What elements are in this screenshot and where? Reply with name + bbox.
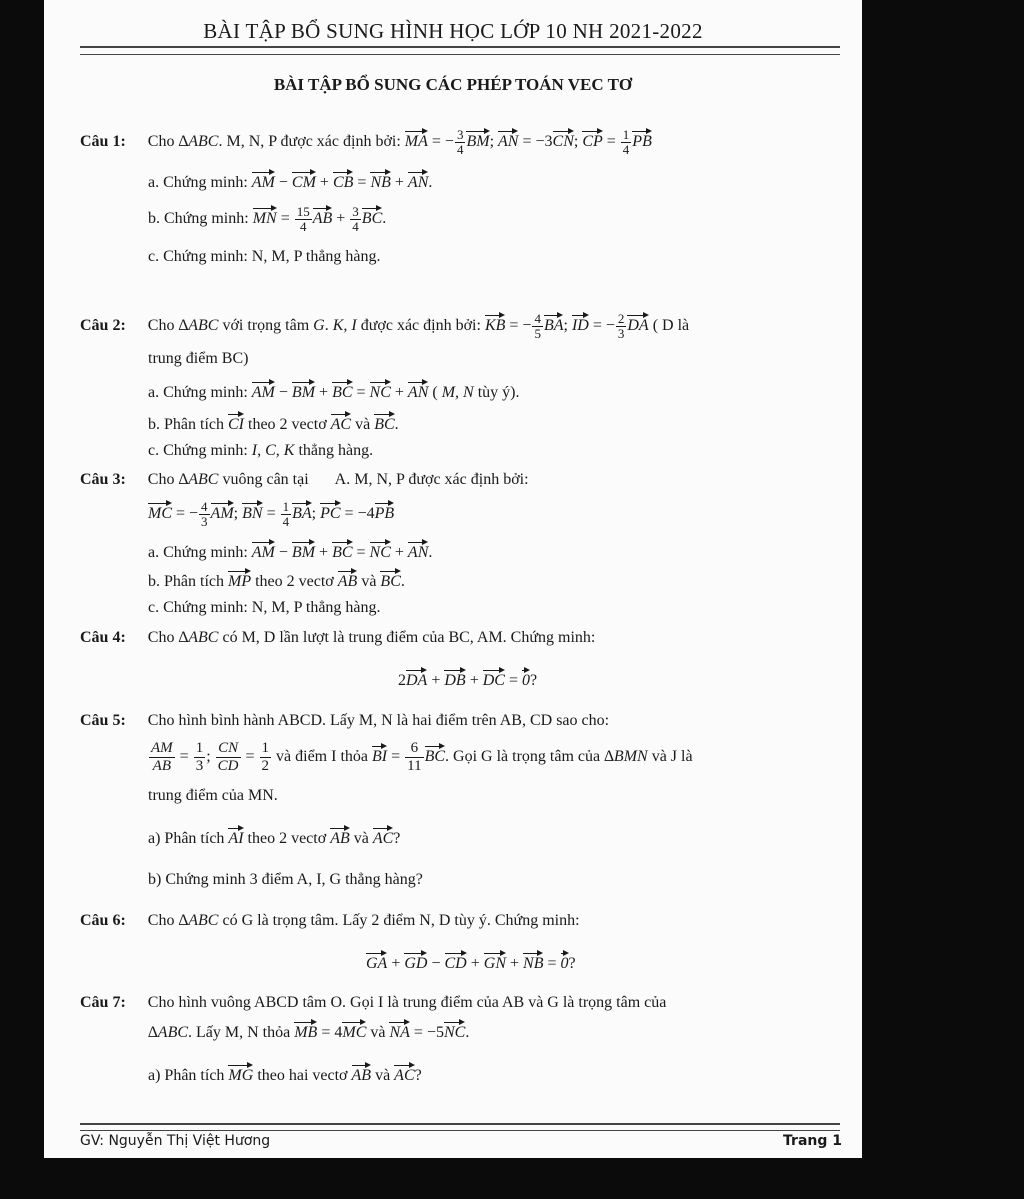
footer-author: GV: Nguyễn Thị Việt Hương <box>80 1133 271 1149</box>
question-1a: a. Chứng minh: AM − CM + CB = NB + AN. <box>148 170 432 193</box>
page-title: BÀI TẬP BỔ SUNG HÌNH HỌC LỚP 10 NH 2021-2022 <box>203 19 703 43</box>
question-6: Câu 6: Cho ∆ABC có G là trọng tâm. Lấy 2 điểm N, D tùy ý. Chứng minh: <box>80 912 580 929</box>
question-2: Câu 2: Cho ∆ABC với trọng tâm G. K, I được xác định bởi: KB = − $\frac{4}{5}$ BA; ID = − $\frac{2}{3}$ DA ( D là <box>80 311 690 341</box>
question-3a: a. Chứng minh: AM − BM + BC = NC + AN. <box>148 540 432 563</box>
question-label: Câu 7: <box>80 994 126 1011</box>
question-7a: a) Phân tích MG theo hai vectơ AB và AC? <box>148 1063 422 1086</box>
question-label: Câu 6: <box>80 912 126 929</box>
header-rule <box>80 46 840 55</box>
question-6-equation: GA + GD − CD + GN + NB = 0? <box>366 951 576 974</box>
question-label: Câu 5: <box>80 712 126 729</box>
question-5-line3: trung điểm của MN. <box>148 787 278 804</box>
question-3-conditions: MC = − $\frac{4}{3}$ AM; BN = $\frac{1}{4}$ BA; PC = −4PB <box>148 499 395 529</box>
question-5b: b) Chứng minh 3 điểm A, I, G thẳng hàng? <box>148 871 423 888</box>
question-4: Câu 4: Cho ∆ABC có M, D lần lượt là trung điểm của BC, AM. Chứng minh: <box>80 629 596 646</box>
question-4-equation: 2DA + DB + DC = 0? <box>398 668 537 691</box>
section-title: BÀI TẬP BỔ SUNG CÁC PHÉP TOÁN VEC TƠ <box>273 75 633 94</box>
question-1c: c. Chứng minh: N, M, P thẳng hàng. <box>148 248 381 265</box>
question-7-line2: ∆ABC. Lấy M, N thỏa MB = 4MC và NA = −5NC. <box>148 1020 469 1043</box>
question-1: Câu 1: Cho ∆ABC. M, N, P được xác định bởi: MA = − $\frac{3}{4}$ BM; AN = −3CN; CP = $\frac{1}{4}$ PB <box>80 127 652 157</box>
question-label: Câu 1: <box>80 133 126 151</box>
question-3: Câu 3: Cho ∆ABC vuông cân tại A. M, N, P được xác định bởi: <box>80 471 529 488</box>
question-5-conditions: $\frac{AM}{AB}$ = $\frac{1}{3}$ ; $\frac{CN}{CD}$ = $\frac{1}{2}$ và điểm I thỏa BI = $\frac{6}{11}$ BC. Gọi G là trọng tâm của ∆BMN và J là <box>151 740 693 774</box>
question-label: Câu 2: <box>80 317 126 335</box>
question-5: Câu 5: Cho hình bình hành ABCD. Lấy M, N là hai điểm trên AB, CD sao cho: <box>80 712 610 729</box>
question-7: Câu 7: Cho hình vuông ABCD tâm O. Gọi I là trung điểm của AB và G là trọng tâm của <box>80 994 667 1011</box>
question-2c: c. Chứng minh: I, C, K thẳng hàng. <box>148 442 374 459</box>
question-1b: b. Chứng minh: MN = $\frac{15}{4}$ AB + $\frac{3}{4}$ BC. <box>148 204 387 234</box>
footer-rule <box>80 1123 840 1131</box>
question-label: Câu 4: <box>80 629 126 646</box>
question-2-line2: trung điểm BC) <box>148 350 249 367</box>
question-3c: c. Chứng minh: N, M, P thẳng hàng. <box>148 599 381 616</box>
question-3b: b. Phân tích MP theo 2 vectơ AB và BC. <box>148 569 405 592</box>
document-page <box>44 0 862 1158</box>
question-label: Câu 3: <box>80 471 126 488</box>
question-2a: a. Chứng minh: AM − BM + BC = NC + AN ( M, N tùy ý). <box>148 380 519 403</box>
question-5a: a) Phân tích AI theo 2 vectơ AB và AC? <box>148 826 400 849</box>
question-2b: b. Phân tích CI theo 2 vectơ AC và BC. <box>148 412 399 435</box>
footer-page-number: Trang 1 <box>783 1133 842 1149</box>
